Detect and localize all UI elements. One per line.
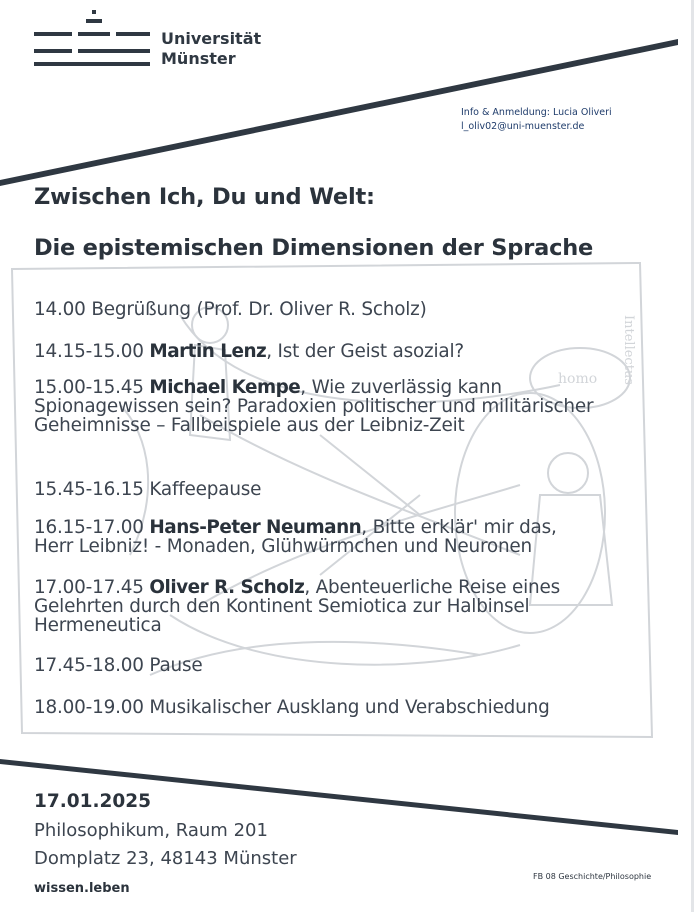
illustration-homo: homo	[558, 371, 598, 387]
wissen-leben-logo: wissen.leben	[34, 881, 130, 896]
program-text: , Abenteuerliche Reise eines Gelehrten durch den Kontinent Semiotica zur Halbinsel Hermeneutica	[34, 577, 560, 636]
contact-line: Info & Anmeldung: Lucia Oliveri	[461, 107, 612, 118]
event-address: Domplatz 23, 48143 Münster	[34, 848, 297, 869]
program-item	[34, 342, 464, 361]
program-text: , Wie zuverlässig kann Spionagewissen sein? Paradoxien politischer und militärischer Geheimnisse – Fallbeispiele aus der Leibniz-Zeit	[34, 377, 594, 436]
program-text: Begrüßung (Prof. Dr. Oliver R. Scholz)	[91, 299, 427, 320]
program-speaker: Oliver R. Scholz	[149, 577, 305, 598]
program-speaker: Hans-Peter Neumann	[149, 517, 362, 538]
program-text: , Bitte erklär' mir das, Herr Leibniz! - Monaden, Glühwürmchen und Neuronen	[34, 517, 557, 557]
event-subtitle: Die epistemischen Dimensionen der Sprache	[34, 235, 594, 261]
program-time: 15.00-15.45	[34, 377, 144, 398]
program-time: 14.15-15.00	[34, 341, 144, 362]
program-item	[34, 578, 594, 635]
program-text: , Ist der Geist asozial?	[266, 341, 464, 362]
contact-email[interactable]: l_oliv02@uni-muenster.de	[461, 121, 585, 132]
program-time: 17.45-18.00	[34, 655, 144, 676]
event-date: 17.01.2025	[34, 791, 152, 812]
program-time: 17.00-17.45	[34, 577, 144, 598]
program-time: 15.45-16.15	[34, 479, 144, 500]
program-item	[34, 378, 594, 435]
program-text: Musikalischer Ausklang und Verabschiedung	[149, 697, 550, 718]
logo-line-1: Universität	[161, 29, 262, 48]
program-speaker: Michael Kempe	[149, 377, 301, 398]
department-label: FB 08 Geschichte/Philosophie	[533, 872, 652, 881]
program-item	[34, 698, 550, 717]
logo-line-2: Münster	[161, 49, 236, 68]
program-time: 16.15-17.00	[34, 517, 144, 538]
program-item	[34, 518, 594, 556]
program-item	[34, 300, 427, 319]
program-text: Pause	[149, 655, 203, 676]
event-title: Zwischen Ich, Du und Welt:	[34, 184, 375, 210]
event-room: Philosophikum, Raum 201	[34, 820, 268, 841]
program-text: Kaffeepause	[149, 479, 262, 500]
program-speaker: Martin Lenz	[149, 341, 267, 362]
illustration-intellectus: Intellectus	[621, 315, 636, 385]
program-time: 18.00-19.00	[34, 697, 144, 718]
contact-info	[461, 106, 612, 134]
program-time: 14.00	[34, 299, 86, 320]
background-illustration	[0, 255, 694, 755]
program-item	[34, 480, 261, 499]
program-item	[34, 656, 202, 675]
